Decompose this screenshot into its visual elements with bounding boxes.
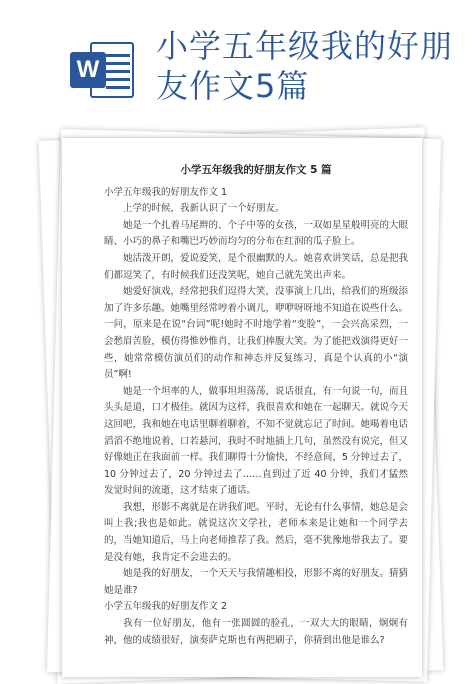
word-document-icon	[70, 38, 134, 102]
document-banner	[0, 0, 474, 130]
word-w-badge: W	[70, 52, 106, 88]
document-title: 小学五年级我的好朋友作文 5 篇	[180, 164, 332, 176]
paragraph: 她是一个扎着马尾辫的、个子中等的女孩，一双如星星般明亮的大眼睛、小巧的鼻子和嘴巴巧妙而均匀的分布在红润的瓜子脸上。	[104, 219, 409, 248]
paragraph: 她是我的好朋友，一个天天与我情趣相投，形影不离的好朋友。猜猜她是谁?	[104, 568, 409, 596]
paragraph: 她爱好演戏，经常把我们逗得大笑，没事演上几出，给我们的班级添加了许多乐趣。她嘴里经常哼着小调儿，咿咿呀呀地不知道在说些什么。一问，原来是在说“台词”呢!她时不时地学着“变脸”，一会兴高采烈，一会愁眉苦脸，模仿得惟妙惟肖，让我们捧腹大笑。为了能把戏演得更好一些，她常常模仿演员们的动作和神态并反复练习，真是个认真的小“演员”啊!	[104, 286, 409, 381]
paragraph: 我想，形影不离就是在讲我们吧。平时，无论有什么事情，她总是会叫上我;我也是如此。就说这次文学社，老师本来是让她和一个同学去的，当她知道后，马上向老师推荐了我。然后，毫不犹豫地带我去了。要是没有她，我肯定不会进去的。	[104, 501, 409, 563]
section-heading-2: 小学五年级我的好朋友作文 2	[104, 601, 228, 613]
document-page	[62, 138, 422, 677]
paragraph: 上学的时候，我新认识了一个好朋友。	[123, 203, 285, 215]
paragraph: 我有一位好朋友，他有一张圆圆的脸孔，一双大大的眼睛，炯炯有神，他的成绩很好，演奏萨克斯也有两把刷子，你猜到出他是谁么?	[104, 618, 408, 646]
banner-title: 小学五年级我的好朋友作文5篇	[156, 27, 454, 105]
paragraph: 她是一个坦率的人，做事坦坦荡荡，说话很直，有一句说一句，而且头头是道，口才极佳。就因为这样，我很喜欢和她在一起聊天。就说今天这回吧，我和她在电话里聊着聊着，不知不觉就忘记了时间。她喝着电话滔滔不绝地说着，口若悬河，我时不时地插上几句，虽然没有说完，但又好像她正在我面前一样。我们聊得十分愉快，不经意间，5 分钟过去了，10 分钟过去了，20 分钟过去了……直到过了近 40 分钟，我们才猛然发觉时间的流逝，这才结束了通话。	[104, 385, 409, 497]
section-heading-1: 小学五年级我的好朋友作文 1	[104, 186, 228, 198]
paragraph: 她活泼开朗，爱说爱笑，是个很幽默的人。她喜欢讲笑话，总是把我们都逗笑了，有时候我们还没笑呢，她自己就先笑出声来。	[104, 252, 409, 281]
